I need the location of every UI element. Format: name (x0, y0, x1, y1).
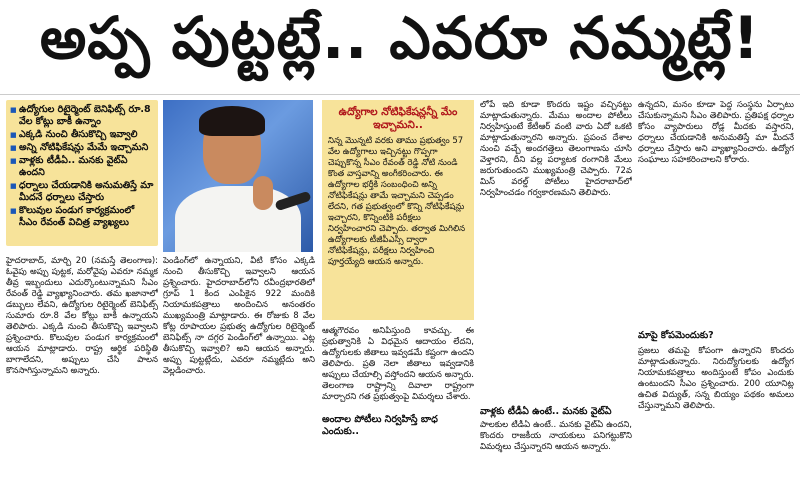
article-column-1 (6, 256, 158, 502)
article-column-4 (480, 100, 632, 400)
paragraph: హైదరాబాద్, మార్చి 20 (నమస్తే తెలంగాణ): ఓవైపు అప్పు పుట్టక, మరోవైపు ఎవరూ నమ్మక తీవ్ర ఇబ్బందులు ఎదుర్కొంటున్నామని సీఎం రేవంత్ రెడ్డి వ్యాఖ్యానించారు. తమ ఖజానాలో డబ్బులు లేవని, ఉద్యోగుల రిటైర్మెంట్ బెనిఫిట్స్ సుమారు రూ.8 వేల కోట్లు బాకీ ఉన్నాయని తెలిపారు. ఎక్కడి నుంచి తీసుకొచ్చి ఇవ్వాలని ప్రశ్నించారు. కొలువుల పండుగ కార్యక్రమంలో ఆయన మాట్లాడారు. రాష్ట్ర ఆర్థిక పరిస్థితి బాగాలేదని, అప్పులు చేసి పాలన కొనసాగిస్తున్నామని అన్నారు. (6, 256, 158, 376)
quote-title: ఉద్యోగాల నోటిఫికేషన్లన్నీ మేం ఇచ్చామని.. (338, 106, 458, 131)
highlight-item: ■ అన్ని నోటిఫికేషన్లు మేమే ఇచ్చామని (10, 142, 154, 154)
quote-box (322, 100, 474, 320)
highlight-item: ■ వాళ్లకు టీడీఏ.. మనకు వైట్‌ఏ ఉందని (10, 155, 154, 179)
highlight-item: ■ ఉద్యోగుల రిటైర్మెంట్ బెనిఫిట్స్ రూ.8 వేల కోట్లు బాకీ ఉన్నాం (10, 104, 154, 128)
subheading-beauty-pageant: అందాల పోటీలు నిర్వహిస్తే బాధ ఎందుకు.. (322, 414, 438, 437)
paragraph: పెండింగ్‌లో ఉన్నాయని, వీటి కోసం ఎక్కడి నుంచి తీసుకొచ్చి ఇవ్వాలని ఆయన ప్రశ్నించారు. హైదరాబాద్‌లోని రవీంద్రభారతిలో గ్రూప్ 1 కింద ఎంపికైన 922 మందికి నియామకపత్రాలు అందించిన అనంతరం ముఖ్యమంత్రి మాట్లాడారు. ఈ రోజుకు 8 వేల కోట్ల రూపాయల ప్రభుత్వ ఉద్యోగుల రిటైర్మెంట్ బెనిఫిట్స్ నా దగ్గర పెండింగ్‌లో ఉన్నాయి. ఎట్ల తీసుకొచ్చి ఇవ్వాలి? అని ఆయన అన్నారు. అప్పు పుట్టట్లేదు, ఎవరూ నమ్మట్లేదు అని వెల్లడించారు. (163, 256, 315, 376)
photo-hair (199, 106, 265, 136)
highlight-item: ■ ఎక్కడి నుంచి తీసుకొచ్చి ఇవ్వాలి (10, 129, 154, 141)
highlight-item: ■ ధర్నాలు చేయడానికి అనుమతిస్తే మా మీదనే ధర్నాలు చేస్తారు (10, 180, 154, 204)
headline: అప్ప పుట్టట్లే.. ఎవరూ నమ్మట్లే! (39, 3, 761, 72)
quote-body: నిన్న మొన్నటి వరకు తాము ప్రభుత్వం 57 వేల ఉద్యోగాలు ఇచ్చినట్టు గొప్పగా చెప్పుకొన్న సీఎం రేవంత్ రెడ్డి నోటి నుండి కొంత వాస్తవాన్ని అంగీకరించారు. ఈ ఉద్యోగాల భర్తీకి సంబంధించి అన్ని నోటిఫికేషన్లు తామే ఇచ్చామని చెప్పడం లేదని, గత ప్రభుత్వంలో కొన్ని నోటిఫికేషన్లు ఇచ్చారని, కొన్నింటికి పరీక్షలు నిర్వహించారని చెప్పారు. తర్వాత మిగిలిన ఉద్యోగాలకు టీజీపీఎస్సీ ద్వారా నోటిఫికేషన్లు, పరీక్షలు నిర్వహించి పూర్తయ్యేది ఆయన అన్నారు. (328, 136, 466, 267)
article-column-5b (638, 346, 794, 502)
paragraph: లోపే ఇది కూడా కొందరు ఇష్టం వచ్చినట్టు మాట్లాడుతున్నారు. మేము అందాల పోటీలు నిర్వహిస్తుంటే కేటీఆర్ వంటి వారు ఏదో ఒకటి మాట్లాడుతున్నారని అన్నారు. ప్రపంచ దేశాల నుంచి వచ్చే అందగత్తెలు తెలంగాణను చూసి వెళ్తారని, దీని వల్ల పర్యాటక రంగానికి మేలు జరుగుతుందని ముఖ్యమంత్రి చెప్పారు. 72వ మిస్ వరల్డ్ పోటీలు హైదరాబాద్‌లో నిర్వహించడం గర్వకారణమని తెలిపారు. (480, 100, 632, 198)
divider (0, 94, 800, 95)
paragraph: ప్రజలు తమపై కోపంగా ఉన్నారని కొందరు మాట్లాడుతున్నారు. నిరుద్యోగులకు ఉద్యోగ నియామకపత్రాలు అందిస్తుంటే కోపం ఎందుకు ఉంటుందని సీఎం ప్రశ్నించారు. 200 యూనిట్ల ఉచిత విద్యుత్, సన్న బియ్యం పథకం అమలు చేస్తున్నామని తెలిపారు. (638, 346, 794, 411)
article-column-2 (163, 256, 315, 502)
highlight-item: ■ కొలువుల పండుగ కార్యక్రమంలో సీఎం రేవంత్ విచిత్ర వ్యాఖ్యలు (10, 205, 154, 229)
paragraph: ఉన్నదని, మనం కూడా పెద్ద సంస్థను ఏర్పాటు చేసుకున్నామని సీఎం తెలిపారు. ప్రతిపక్ష ధర్నాల కోసం వ్యాపారులు రోడ్ల మీదకు వస్తారని, ధర్నాలు చేయడానికి అనుమతిస్తే మా మీదనే ధర్నాలు చేస్తారు అని వ్యాఖ్యానించారు. ఉద్యోగ సంఘాలు సహకరించాలని కోరారు. (638, 100, 794, 165)
subheading-anger: మాపై కోపమెందుకు? (638, 330, 714, 341)
paragraph: పాలకుల టీడీఏ ఉంటే.. మనకు వైట్‌ఏ ఉందని, కొందరు రాజకీయ నాయకులు పనిగట్టుకొని విమర్శలు చేస్తున్నారని ఆయన అన్నారు. (480, 420, 632, 452)
photo-hand (253, 176, 273, 210)
article-column-4b (480, 420, 632, 502)
subheading-tda: వాళ్లకు టీడీఏ ఉంటే.. మనకు వైట్‌ఏ (480, 406, 612, 417)
news-photo (163, 100, 313, 252)
article-column-5 (638, 100, 794, 320)
paragraph: ఆత్మగౌరవం అనిపిస్తుంది కావచ్చు. ఈ ప్రభుత్వానికి ఏ విధమైన ఆదాయం లేదని, ఉద్యోగులకు జీతాలు ఇవ్వడమే కష్టంగా ఉందని తెలిపారు. ప్రతి నెలా జీతాలు ఇవ్వడానికి అప్పులు చేయాల్సి వస్తోందని ఆయన అన్నారు. తెలంగాణ రాష్ట్రాన్ని దివాలా రాష్ట్రంగా మార్చారని గత ప్రభుత్వంపై విమర్శలు చేశారు. (322, 326, 474, 402)
highlights-box (6, 100, 158, 246)
photo-shirt (175, 186, 301, 252)
highlights-list (10, 104, 154, 229)
